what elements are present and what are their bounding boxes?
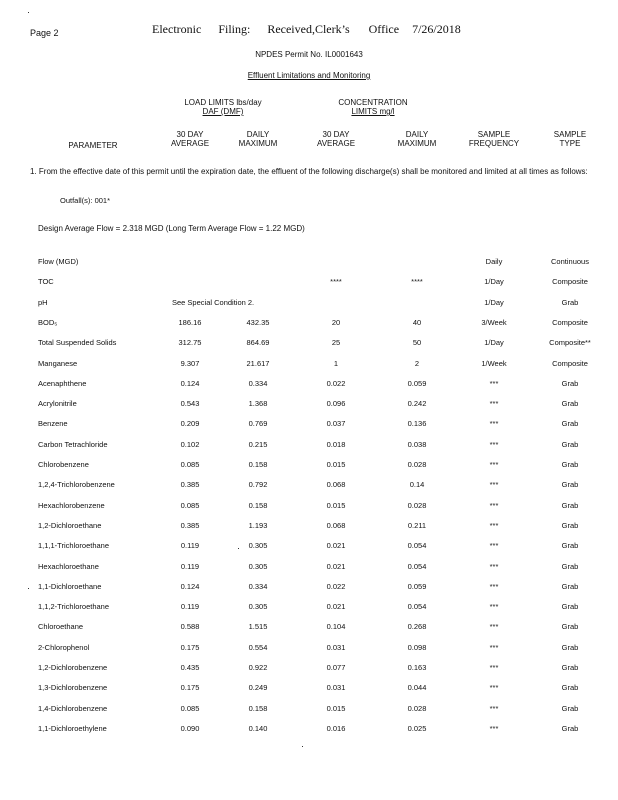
sample-frequency: *** — [489, 723, 499, 733]
sample-frequency: 1/Day — [484, 338, 504, 348]
conc-30day-average: 1 — [333, 358, 339, 368]
conc-daily-maximum: 0.054 — [407, 541, 427, 551]
parameter-name: TOC — [38, 277, 54, 287]
sample-frequency: *** — [489, 581, 499, 591]
load-30day-average: 0.209 — [180, 419, 200, 429]
conc-daily-maximum: 50 — [412, 338, 422, 348]
load-30day-average: 0.090 — [180, 723, 200, 733]
load-daily-maximum: 0.158 — [248, 500, 268, 510]
sample-frequency: *** — [489, 561, 499, 571]
sample-frequency: *** — [489, 622, 499, 632]
conc-daily-maximum: 0.028 — [407, 460, 427, 469]
conc-max-header: DAILY MAXIMUM — [397, 130, 437, 148]
table-row — [0, 460, 618, 474]
conc-30day-average: 0.021 — [326, 561, 346, 571]
sample-frequency: *** — [489, 541, 499, 551]
parameter-name: Carbon Tetrachloride — [38, 439, 108, 449]
conc-daily-maximum: 0.098 — [407, 642, 427, 652]
load-30day-average: 0.385 — [180, 520, 200, 530]
sample-type: Grab — [561, 683, 579, 693]
sample-type: Grab — [561, 723, 579, 733]
page-label: Page 2 — [30, 28, 59, 38]
sample-frequency: *** — [489, 663, 499, 672]
sample-type: Grab — [561, 602, 579, 612]
sample-type: Grab — [561, 642, 579, 652]
load-daily-maximum: 0.305 — [248, 561, 268, 571]
conc-daily-maximum: 0.136 — [407, 419, 427, 429]
conc-daily-maximum: 0.054 — [407, 602, 427, 612]
parameter-name: Chloroethane — [38, 622, 84, 632]
table-row — [0, 704, 618, 718]
table-row — [0, 521, 618, 535]
table-row — [0, 683, 618, 697]
sample-type: Grab — [561, 399, 579, 409]
table-row — [0, 399, 618, 413]
sample-frequency: 1/Day — [484, 277, 504, 287]
conc-30day-average: 0.021 — [326, 602, 346, 612]
load-daily-maximum: 0.922 — [248, 663, 268, 672]
parameter-name: BOD₅ — [38, 317, 58, 327]
load-daily-maximum: 0.249 — [248, 683, 268, 693]
conc-30day-average: 0.068 — [326, 520, 346, 530]
conc-30day-average: 0.096 — [326, 399, 346, 409]
conc-daily-maximum: 0.242 — [407, 399, 427, 409]
concentration-header: CONCENTRATION LIMITS mg/l — [338, 98, 408, 116]
permit-number: NPDES Permit No. IL0001643 — [255, 50, 363, 59]
load-daily-maximum: 1.193 — [248, 520, 268, 530]
sample-type: Grab — [561, 541, 579, 551]
load-30day-average: 0.124 — [180, 378, 200, 388]
sample-frequency: *** — [489, 500, 499, 510]
load-daily-maximum: 432.35 — [246, 317, 270, 327]
sample-type: Composite — [552, 317, 588, 327]
conc-30day-average: 0.016 — [326, 723, 346, 733]
conc-30day-average: 0.015 — [326, 703, 346, 713]
special-condition-note: See Special Condition 2. — [172, 297, 255, 307]
conc-daily-maximum: 2 — [414, 358, 420, 368]
conc-30day-average: 0.022 — [326, 581, 346, 591]
filing-stamp — [152, 22, 461, 37]
sample-frequency: 3/Week — [481, 317, 507, 327]
table-row — [0, 338, 618, 352]
conc-30day-average: 0.104 — [326, 622, 346, 632]
table-row — [0, 541, 618, 555]
stamp-electronic: Electronic — [152, 22, 202, 36]
sample-type: Grab — [561, 663, 579, 672]
load-30day-average: 0.119 — [180, 541, 200, 551]
load-daily-maximum: 1.515 — [248, 622, 268, 632]
parameter-name: 2-Chlorophenol — [38, 642, 90, 652]
sample-type: Grab — [561, 480, 579, 490]
parameter-name: 1,2-Dichloroethane — [38, 520, 102, 530]
sample-frequency: 1/Day — [484, 297, 504, 307]
load-30day-average: 0.175 — [180, 642, 200, 652]
sample-type: Grab — [561, 703, 579, 713]
table-row — [0, 318, 618, 332]
conc-30day-average: 0.022 — [326, 378, 346, 388]
load-30day-average: 0.119 — [180, 602, 200, 612]
sample-type: Grab — [561, 622, 579, 632]
table-row — [0, 622, 618, 636]
parameter-name: Flow (MGD) — [38, 257, 79, 266]
conc-daily-maximum: 0.025 — [407, 723, 427, 733]
load-daily-maximum: 0.305 — [248, 541, 268, 551]
table-row — [0, 663, 618, 677]
table-row — [0, 562, 618, 576]
sample-type-header: SAMPLE TYPE — [553, 130, 587, 148]
parameter-header: PARAMETER — [68, 141, 118, 150]
stamp-date: 7/26/2018 — [412, 22, 461, 36]
table-row — [0, 419, 618, 433]
parameter-name: 1,1,2-Trichloroethane — [38, 602, 110, 612]
load-daily-maximum: 0.140 — [248, 723, 268, 733]
conc-daily-maximum: 0.268 — [407, 622, 427, 632]
load-daily-maximum: 1.368 — [248, 399, 268, 409]
conc-30day-average: 0.021 — [326, 541, 346, 551]
parameter-name: 1,3-Dichlorobenzene — [38, 683, 108, 693]
parameter-name: 1,2-Dichlorobenzene — [38, 663, 108, 672]
table-row — [0, 643, 618, 657]
parameter-name: pH — [38, 297, 48, 307]
conc-daily-maximum: 0.038 — [407, 439, 427, 449]
conc-daily-maximum: 0.054 — [407, 561, 427, 571]
load-daily-maximum: 21.617 — [246, 358, 270, 368]
table-row — [0, 582, 618, 596]
table-row — [0, 298, 618, 312]
sample-type: Continuous — [551, 257, 589, 266]
sample-frequency: *** — [489, 703, 499, 713]
sample-type: Grab — [561, 581, 579, 591]
conc-daily-maximum: 0.028 — [407, 500, 427, 510]
load-daily-maximum: 0.769 — [248, 419, 268, 429]
table-row — [0, 379, 618, 393]
parameter-name: Benzene — [38, 419, 68, 429]
conc-30day-average: 0.031 — [326, 642, 346, 652]
load-30day-average: 0.543 — [180, 399, 200, 409]
section-title: Effluent Limitations and Monitoring — [247, 71, 371, 80]
load-30day-average: 0.085 — [180, 703, 200, 713]
conc-avg-header: 30 DAY AVERAGE — [316, 130, 356, 148]
table-row — [0, 724, 618, 738]
load-max-header: DAILY MAXIMUM — [238, 130, 278, 148]
table-row — [0, 277, 618, 291]
parameter-name: Hexachloroethane — [38, 561, 99, 571]
sample-type: Grab — [561, 561, 579, 571]
sample-frequency: *** — [489, 439, 499, 449]
sample-type: Grab — [561, 520, 579, 530]
load-daily-maximum: 0.554 — [248, 642, 268, 652]
conc-30day-average: 0.031 — [326, 683, 346, 693]
load-daily-maximum: 0.305 — [248, 602, 268, 612]
load-30day-average: 0.175 — [180, 683, 200, 693]
conc-30day-average: 0.037 — [326, 419, 346, 429]
parameter-name: 1,1-Dichloroethylene — [38, 723, 107, 733]
conc-daily-maximum: 0.14 — [409, 480, 425, 490]
load-daily-maximum: 0.334 — [248, 378, 268, 388]
stamp-office: Office — [368, 22, 400, 36]
load-30day-average: 0.435 — [180, 663, 200, 672]
parameter-name: 1,4-Dichlorobenzene — [38, 703, 108, 713]
conc-daily-maximum: 0.044 — [407, 683, 427, 693]
sample-frequency-header: SAMPLE FREQUENCY — [468, 130, 520, 148]
sample-type: Grab — [561, 419, 579, 429]
parameter-name: Manganese — [38, 358, 78, 368]
load-daily-maximum: 0.158 — [248, 460, 268, 469]
scan-speck — [302, 746, 303, 747]
conc-daily-maximum: 0.163 — [407, 663, 427, 672]
conc-daily-maximum: 0.059 — [407, 581, 427, 591]
conc-daily-maximum: 0.211 — [407, 520, 427, 530]
sample-frequency: *** — [489, 683, 499, 693]
load-daily-maximum: 0.334 — [248, 581, 268, 591]
load-30day-average: 0.085 — [180, 500, 200, 510]
parameter-name: Acrylonitrile — [38, 399, 77, 409]
load-daily-maximum: 0.158 — [248, 703, 268, 713]
conc-30day-average: 0.018 — [326, 439, 346, 449]
sample-type: Grab — [561, 297, 579, 307]
design-flow: Design Average Flow = 2.318 MGD (Long Term Average Flow = 1.22 MGD) — [38, 224, 305, 233]
conc-30day-average: 25 — [331, 338, 341, 348]
conc-30day-average: 20 — [331, 317, 341, 327]
sample-type: Grab — [561, 500, 579, 510]
sample-type: Composite** — [549, 338, 591, 348]
conc-30day-average: 0.015 — [326, 460, 346, 469]
scan-speck — [28, 588, 29, 589]
scan-speck — [238, 548, 239, 549]
parameter-name: 1,1-Dichloroethane — [38, 581, 102, 591]
sample-frequency: *** — [489, 642, 499, 652]
sample-frequency: *** — [489, 399, 499, 409]
conc-daily-maximum: **** — [411, 277, 423, 287]
load-30day-average: 186.16 — [178, 317, 202, 327]
table-row — [0, 257, 618, 271]
load-30day-average: 0.102 — [180, 439, 200, 449]
load-30day-average: 9.307 — [180, 358, 200, 368]
sample-frequency: Daily — [485, 257, 503, 266]
sample-frequency: 1/Week — [481, 358, 507, 368]
load-30day-average: 0.124 — [180, 581, 200, 591]
load-30day-average: 0.385 — [180, 480, 200, 490]
table-row — [0, 359, 618, 373]
conc-daily-maximum: 40 — [412, 317, 422, 327]
sample-frequency: *** — [489, 378, 499, 388]
parameter-name: Hexachlorobenzene — [38, 500, 105, 510]
condition-paragraph: 1. From the effective date of this permit until the expiration date, the effluent of the following discharge(s) shall be monitored and limited at all times as follows: — [30, 167, 588, 176]
sample-frequency: *** — [489, 460, 499, 469]
scan-speck — [28, 12, 29, 13]
table-row — [0, 602, 618, 616]
load-30day-average: 312.75 — [178, 338, 202, 348]
conc-daily-maximum: 0.028 — [407, 703, 427, 713]
sample-type: Grab — [561, 460, 579, 469]
sample-type: Composite — [552, 277, 588, 287]
table-row — [0, 440, 618, 454]
load-30day-average: 0.085 — [180, 460, 200, 469]
conc-daily-maximum: 0.059 — [407, 378, 427, 388]
sample-frequency: *** — [489, 419, 499, 429]
sample-frequency: *** — [489, 480, 499, 490]
conc-30day-average: 0.068 — [326, 480, 346, 490]
sample-frequency: *** — [489, 520, 499, 530]
stamp-filing: Filing: — [218, 22, 251, 36]
parameter-name: 1,2,4-Trichlorobenzene — [38, 480, 115, 490]
table-row — [0, 480, 618, 494]
load-daily-maximum: 864.69 — [246, 338, 270, 348]
sample-type: Composite — [552, 358, 588, 368]
parameter-name: Acenaphthene — [38, 378, 87, 388]
outfall-label: Outfall(s): 001* — [60, 196, 111, 205]
stamp-received: Received,Clerk’s — [267, 22, 350, 36]
load-30day-average: 0.588 — [180, 622, 200, 632]
sample-type: Grab — [561, 439, 579, 449]
parameter-name: Chlorobenzene — [38, 460, 89, 469]
load-30day-average: 0.119 — [180, 561, 200, 571]
load-daily-maximum: 0.792 — [248, 480, 268, 490]
sample-type: Grab — [561, 378, 579, 388]
table-row — [0, 501, 618, 515]
load-daily-maximum: 0.215 — [248, 439, 268, 449]
parameter-name: 1,1,1-Trichloroethane — [38, 541, 110, 551]
sample-frequency: *** — [489, 602, 499, 612]
load-limits-header: LOAD LIMITS lbs/day DAF (DMF) — [184, 98, 262, 116]
load-avg-header: 30 DAY AVERAGE — [170, 130, 210, 148]
conc-30day-average: **** — [330, 277, 342, 287]
conc-30day-average: 0.015 — [326, 500, 346, 510]
parameter-name: Total Suspended Solids — [38, 338, 117, 348]
conc-30day-average: 0.077 — [326, 663, 346, 672]
